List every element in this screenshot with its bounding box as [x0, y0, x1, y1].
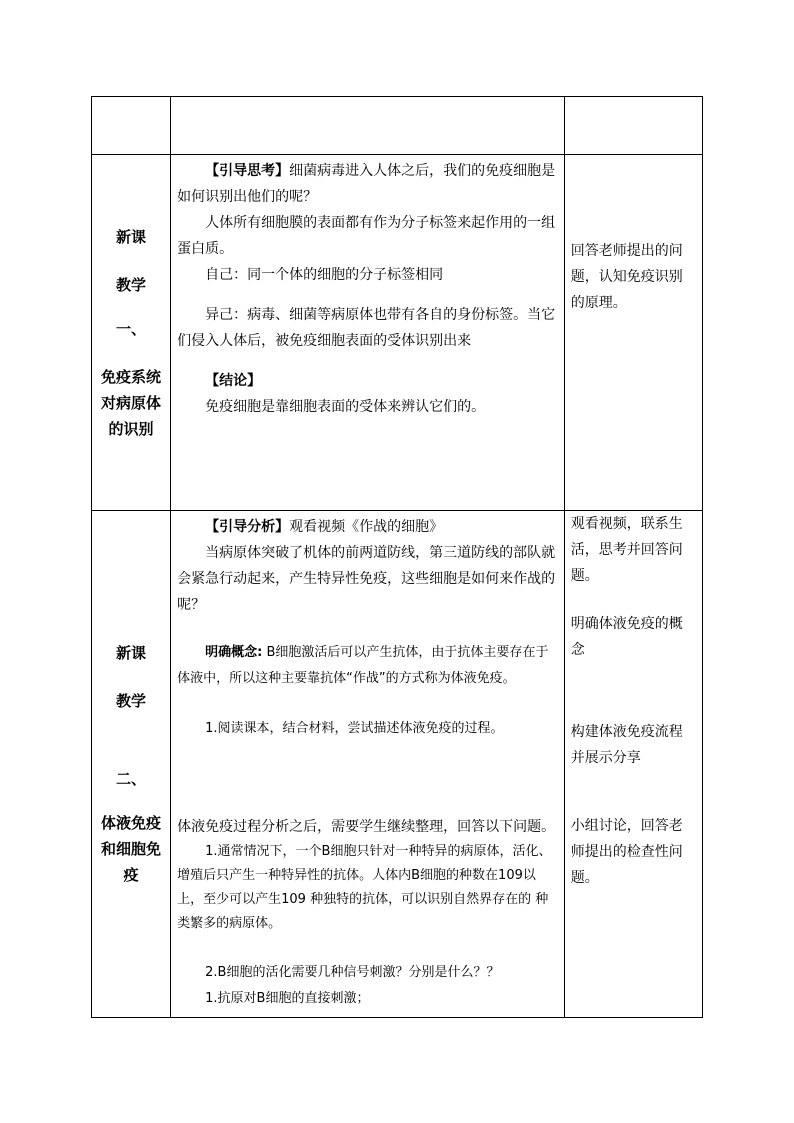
- section1-conclusion: 免疫细胞是靠细胞表面的受体来辨认它们的。: [205, 399, 486, 415]
- section1-content-cell: [171, 155, 565, 511]
- section1-para1: 人体所有细胞膜的表面都有作为分子标签来起作用的一组蛋白质。: [177, 215, 556, 257]
- section1-conclusion-tag: 【结论】: [205, 373, 262, 389]
- section1-para2: 自己：同一个体的细胞的分子标签相同: [205, 267, 444, 283]
- section1-label-cell: [92, 155, 171, 511]
- empty-cell-student: [564, 97, 702, 155]
- section2-student-activity3: 构建体液免疫流程并展示分享: [570, 724, 683, 766]
- section2-student-activity1: 观看视频，联系生活，思考并回答问题。: [570, 516, 683, 584]
- empty-cell-content: [171, 97, 565, 155]
- section2-question1: 1.阅读课本，结合材料，尝试描述体液免疫的过程。: [205, 721, 504, 736]
- section2-para2: 体液免疫过程分析之后，需要学生继续整理，回答以下问题。: [177, 819, 556, 835]
- section2-content-cell: [171, 511, 565, 1018]
- section1-student-activity: 回答老师提出的问题，认知免疫识别的原理。: [570, 243, 683, 311]
- empty-cell-label: [92, 97, 171, 155]
- lesson-plan-table: [91, 96, 703, 1018]
- section2-label-cell: [92, 511, 171, 1018]
- section1-label: 新课 教学 一、 免疫系统 对病原体 的识别: [101, 227, 162, 438]
- section2-concept: 明确概念: B细胞激活后可以产生抗体，由于抗体主要存在于体液中，所以这种主要靠抗体“作战”的方式称为体液免疫。: [177, 645, 549, 686]
- section2-question4: 1.抗原对B细胞的直接刺激；: [205, 991, 370, 1006]
- table-row-section1: [92, 155, 703, 511]
- table-row-empty: [92, 97, 703, 155]
- section2-para1: 当病原体突破了机体的前两道防线，第三道防线的部队就会紧急行动起来，产生特异性免疫，这些细胞是如何来作战的呢？: [177, 545, 556, 613]
- section2-guide: 【引导分析】观看视频《作战的细胞》: [205, 519, 444, 535]
- section1-student-cell: [564, 155, 702, 511]
- section2-student-cell: [564, 511, 702, 1018]
- section2-student-activity4: 小组讨论，回答老师提出的检查性问题。: [570, 818, 683, 886]
- section2-question3: 2.B细胞的活化需要几种信号刺激？分别是什么？？: [205, 965, 500, 980]
- table-row-section2: [92, 511, 703, 1018]
- section1-guide: 【引导思考】细菌病毒进入人体之后，我们的免疫细胞是如何识别出他们的呢？: [177, 163, 556, 205]
- section2-question2: 1.通常情况下，一个B细胞只针对一种特异的病原体，活化、增殖后只产生一种特异性的抗体。人体内B细胞的种数在109以上，至少可以产生109 种独特的抗体，可以识别自然界存在的 种类繁多的病原体。: [177, 844, 552, 931]
- section2-label: 新课 教学 二、 体液免疫 和细胞免 疫: [101, 644, 162, 884]
- section1-para3: 异己：病毒、细菌等病原体也带有各自的身份标签。当它们侵入人体后，被免疫细胞表面的受体识别出来: [177, 307, 556, 349]
- section2-student-activity2: 明确体液免疫的概念: [570, 616, 683, 658]
